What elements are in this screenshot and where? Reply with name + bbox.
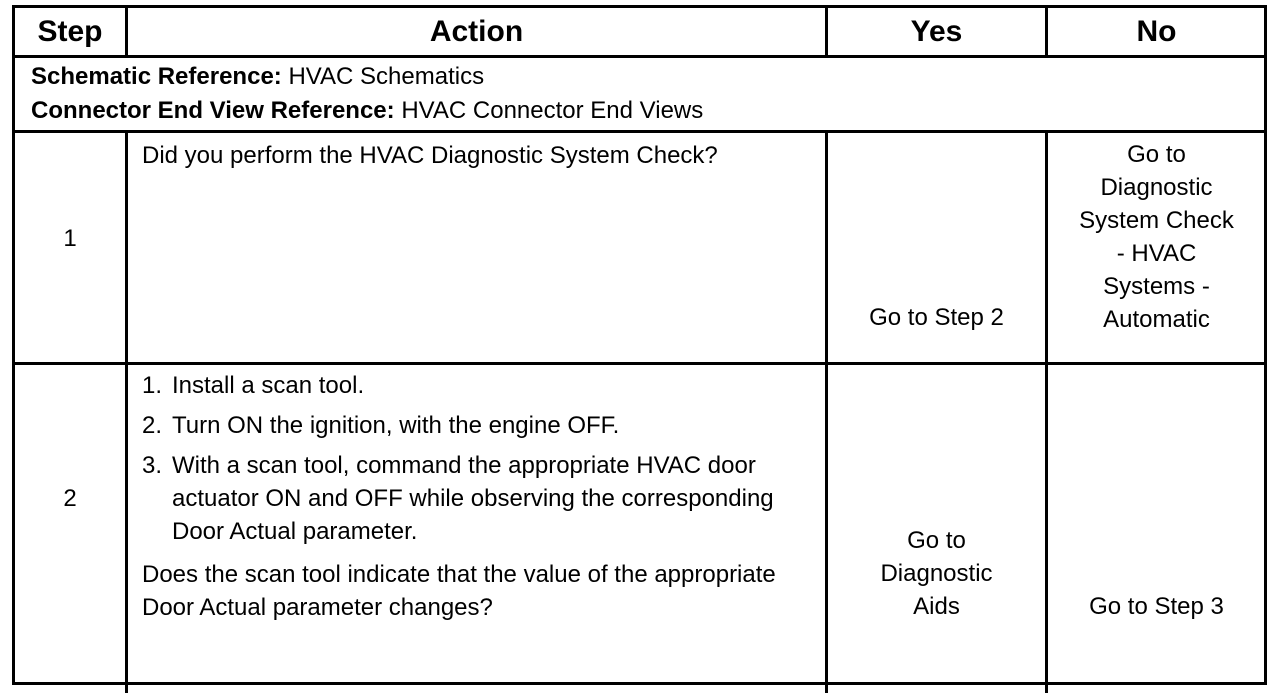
list-item-text: Install a scan tool. [172,372,365,399]
yes-result [828,524,1045,623]
schematic-reference-value: HVAC Schematics [288,63,485,90]
reference-divider [15,130,1265,133]
header-divider [15,55,1265,58]
list-item [142,369,812,402]
list-item-number: 1. [142,372,163,399]
diagnostic-table [12,5,1267,685]
row-divider [15,362,1265,365]
action-question: Does the scan tool indicate that the value of the appropriate Door Actual parameter changes? [142,561,776,621]
schematic-reference-label: Schematic Reference: [31,63,282,90]
schematic-reference [31,60,484,94]
list-item-number: 2. [142,412,163,439]
no-result [1048,138,1265,336]
connector-reference-value: HVAC Connector End Views [401,97,704,124]
list-item-text: With a scan tool, command the appropriate HVAC door actuator ON and OFF while observing the corresponding Door Actual parameter. [172,452,774,545]
column-divider-step-body [125,133,128,693]
list-item [142,409,812,442]
action-list [142,369,812,548]
yes-result-line: Aids [913,593,960,620]
yes-result-line: Go to [907,527,966,554]
list-item [142,449,792,548]
no-result-line: - HVAC [1116,240,1197,267]
connector-reference-label: Connector End View Reference: [31,97,395,124]
action-text: Did you perform the HVAC Diagnostic System Check? [142,142,718,169]
header-step: Step [37,14,103,48]
no-result-line: Automatic [1103,306,1210,333]
yes-result: Go to Step 2 [869,304,1004,331]
step-number: 2 [63,485,77,512]
yes-result-line: Diagnostic [880,560,993,587]
header-no: No [1136,14,1177,48]
step-number: 1 [63,225,77,252]
no-result-line: Systems - [1103,273,1210,300]
no-result-line: Diagnostic [1100,174,1213,201]
header-action: Action [429,14,524,48]
no-result: Go to Step 3 [1089,593,1224,620]
list-item-number: 3. [142,452,163,479]
header-yes: Yes [910,14,963,48]
no-result-line: System Check [1079,207,1234,234]
list-item-text: Turn ON the ignition, with the engine OFF. [172,412,620,439]
connector-reference [31,94,703,128]
no-result-line: Go to [1127,141,1186,168]
